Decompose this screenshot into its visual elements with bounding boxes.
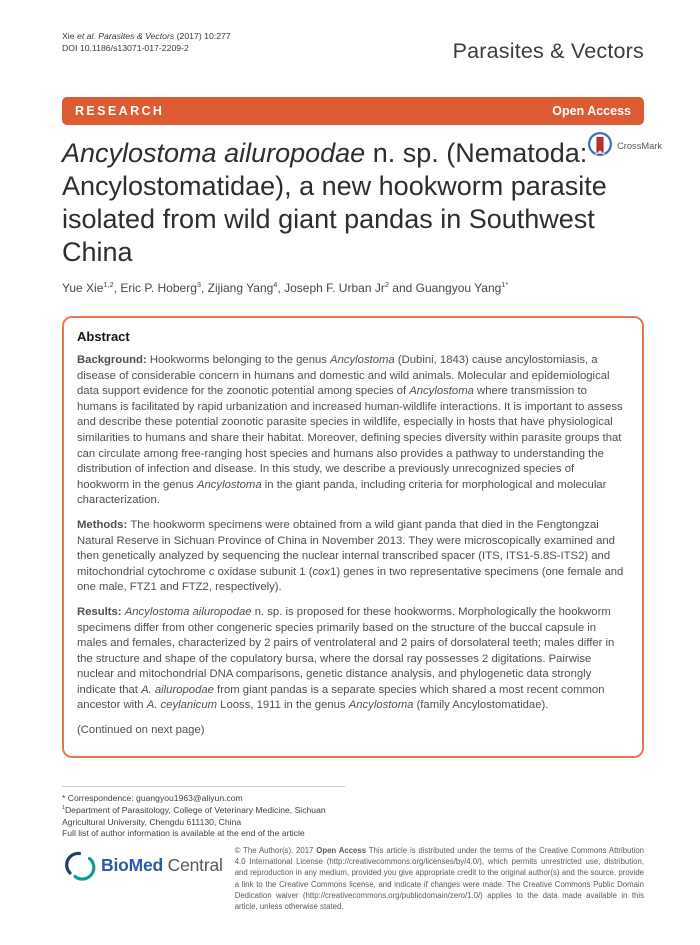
doi-line: DOI 10.1186/s13071-017-2209-2: [62, 43, 189, 53]
correspondence-email[interactable]: guangyou1963@aliyun.com: [136, 793, 243, 803]
citation-block: [62, 30, 231, 54]
bmc-logo-text: [101, 855, 223, 876]
correspondence-note: [62, 793, 357, 805]
bmc-logo-icon: [62, 847, 96, 883]
crossmark-label: CrossMark: [617, 141, 662, 151]
abstract-paragraph-results: Results: Ancylostoma ailuropodae n. sp. is proposed for these hookworms. Morphologically the hookworm specimens differ from other congeneric species primarily based on the structure of the buccal capsule in males and females, characterized by 2 pairs of ventrolateral and 2 pairs of dorsolateral teeth; males differ in the structure and shape of the copulatory bursa, where the dorsal ray possesses 2 digitations. Pairwise nuclear and mitochondrial DNA comparisons, genetic distance analysis, and phylogenetic data strongly indicate that A. ailuropodae from giant pandas is a separate species which shared a most recent common ancestor with A. ceylanicum Looss, 1911 in the genus Ancylostoma (family Ancylostomatidae).: [77, 605, 615, 712]
copyright-text: © The Author(s). 2017 Open Access This article is distributed under the terms of the Creative Commons Attribution 4.0 International License (http://creativecommons.org/licenses/by/4.0/), which permits unrestricted use, distribution, and reproduction in any medium, provided you give appropriate credit to the original author(s) and the source, provide a link to the Creative Commons license, and indicate if changes were made. The Creative Commons Public Domain Dedication waiver (http://creativecommons.org/publicdomain/zero/1.0/) applies to the data made available in this article, unless otherwise stated.: [234, 846, 644, 912]
journal-name: Parasites & Vectors: [452, 39, 644, 63]
crossmark-badge[interactable]: [587, 131, 662, 161]
open-access-label: Open Access: [552, 104, 631, 118]
abstract-box: [62, 316, 644, 758]
abstract-paragraph-methods: Methods: The hookworm specimens were obtained from a wild giant panda that died in the Fengtongzai Natural Reserve in Sichuan Province of China in November 2013. They were microscopically examined and then genetically analyzed by sequencing the nuclear internal transcribed spacer (ITS, ITS1-5.8S-ITS2) and mitochondrial cytochrome c oxidase subunit 1 (cox1) genes in two representative specimens (one female and one male, FTZ1 and FTZ2, respectively).: [77, 518, 624, 594]
citation-line: Xie et al. Parasites & Vectors (2017) 10:277: [62, 31, 231, 41]
affiliation-note: $^1$Department of Parasitology, College of Veterinary Medicine, Sichuan Agricultural University, Chengdu 611130, China: [62, 804, 326, 827]
bmc-logo-central: Central: [163, 854, 223, 875]
abstract-heading: Abstract: [77, 329, 130, 344]
author-info-note: Full list of author information is available at the end of the article: [62, 828, 305, 839]
page-footer: [62, 845, 644, 912]
authors-line: Yue Xie$^{1,2}$, Eric P. Hoberg$^3$, Zijiang Yang$^4$, Joseph F. Urban Jr$^2$ and Guangyou Yang$^{1*}$: [62, 280, 509, 295]
crossmark-icon: [587, 131, 613, 161]
biomed-central-logo: [62, 845, 223, 883]
abstract-paragraph-background: Background: Hookworms belonging to the genus Ancylostoma (Dubini, 1843) cause ancylostomiasis, a disease of considerable concern in humans and domestic and wild animals. Molecular and epidemiological data support evidence for the zoonotic potential among species of Ancylostoma where transmission to humans is facilitated by rapid urbanization and increased human-wildlife interactions. It is important to assess and describe these potential zoonotic parasite species in wildlife, especially in hosts that have physiological similarities to humans and share their habitat. Moreover, defining species diversity within parasite groups that can circulate among free-ranging host species and humans also provides a pathway to understanding the distribution of infection and disease. In this study, we describe a previously unrecognized species of hookworm in the genus Ancylostoma in the giant panda, including criteria for morphological and molecular characterization.: [77, 354, 623, 507]
correspondence-label: * Correspondence:: [62, 793, 137, 803]
bmc-logo-bio: BioMed: [101, 854, 163, 875]
footnote-divider: [62, 786, 345, 787]
research-banner: [62, 97, 644, 125]
article-title: Ancylostoma ailuropodae n. sp. (Nematoda: Ancylostomatidae), a new hookworm parasite isolated from wild giant pandas in Southwest China: [62, 138, 607, 267]
article-type-label: RESEARCH: [75, 104, 165, 118]
page-header: [62, 30, 644, 64]
footnotes-block: [62, 786, 357, 840]
continued-note: (Continued on next page): [77, 724, 205, 737]
